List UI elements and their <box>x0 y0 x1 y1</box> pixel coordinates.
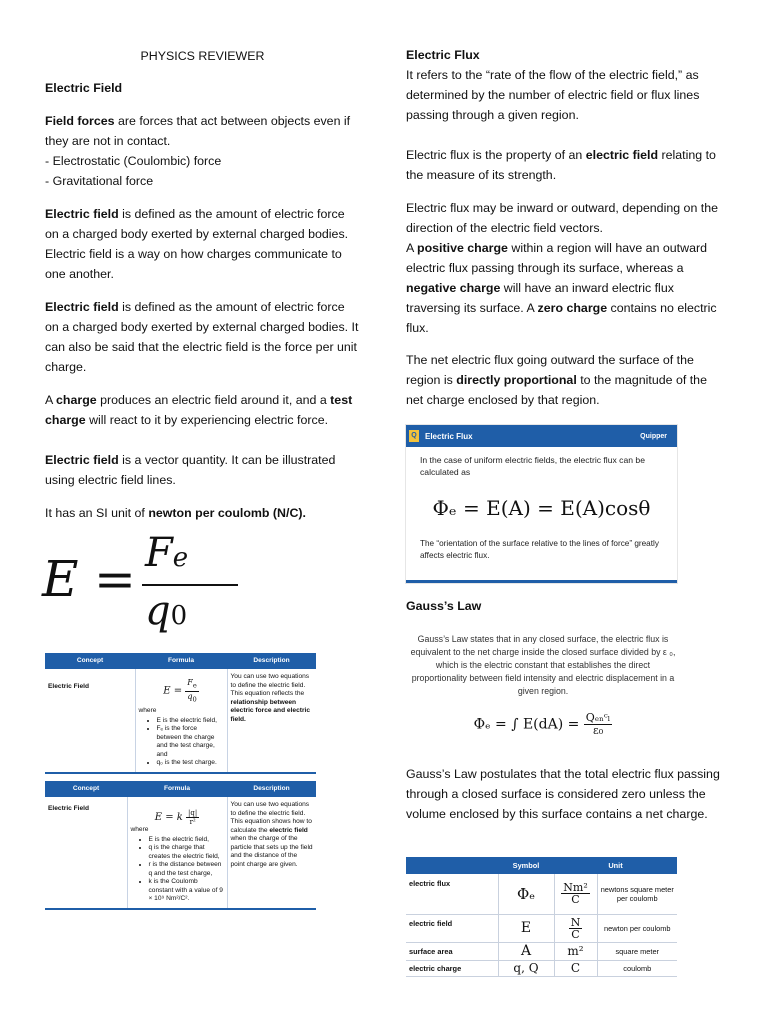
table-row <box>406 874 677 914</box>
denominator-symbol: q <box>187 691 193 701</box>
symbol-cell: q, Q <box>498 960 554 976</box>
text: Electric flux is the property of an <box>406 148 586 162</box>
field-forces-paragraph <box>45 111 360 151</box>
unit-cell <box>554 914 597 942</box>
term: charge <box>56 393 97 407</box>
formula-denominator <box>145 588 187 634</box>
definition-paragraph-1 <box>45 204 360 284</box>
table-row <box>406 960 677 976</box>
formula-fraction <box>186 809 199 826</box>
term: negative charge <box>406 281 501 295</box>
gauss-law-heading: Gauss’s Law <box>406 599 482 613</box>
page-title: PHYSICS REVIEWER <box>140 49 265 63</box>
fraction-numerator: Qₑₙᶜₗ <box>585 711 611 724</box>
text: is defined as the amount of electric force on a charged body exerted by external charged bodies. Electric field is a way on how charges communicate to one another. <box>45 207 349 281</box>
formula-lhs: E = <box>163 685 183 697</box>
gauss-law-card <box>406 628 680 754</box>
term: zero charge <box>537 301 608 315</box>
symbol-cell: Φₑ <box>498 874 554 914</box>
card-note: The “orientation of the surface relative to the lines of force” greatly affects electric flux. <box>420 539 659 560</box>
concept-table-2 <box>45 781 316 910</box>
text: You can use two equations to define the electric field. This equation shows how to calculate the <box>230 801 312 834</box>
fraction-numerator <box>185 678 199 692</box>
formula-lhs: E = k <box>154 812 183 823</box>
unit-numerator: Nm² <box>563 881 588 895</box>
numerator-symbol: F <box>187 678 193 687</box>
unit-text: newtons square meter per coulomb <box>597 874 677 914</box>
list-item: • E is the electric field, <box>157 717 224 726</box>
term: Field forces <box>45 114 115 128</box>
fraction-denominator <box>187 692 196 705</box>
fraction-numerator: |q| <box>188 809 198 817</box>
unit-denominator: C <box>571 927 580 941</box>
symbol-cell: E <box>498 914 554 942</box>
formula-cell <box>127 797 227 908</box>
formula-cell <box>135 669 227 772</box>
unit-cell: C <box>554 960 597 976</box>
unit-numerator: N <box>570 915 581 929</box>
where-label: where <box>138 707 157 715</box>
col-header: Formula <box>135 653 227 669</box>
list-item: • q₀ is the test charge. <box>157 759 224 768</box>
formula-lhs: Φₑ = ∫ E(dA) = <box>473 716 580 733</box>
brand-label: Quipper <box>640 432 667 440</box>
flux-definition: It refers to the “rate of the flow of the electric field,” as determined by the number of electric field or flux lines passing through a given region. <box>406 68 700 122</box>
electric-flux-heading: Electric Flux <box>406 48 480 62</box>
col-header: Formula <box>127 781 227 797</box>
card-header <box>406 425 677 447</box>
flux-formula: Φₑ = E(A) = E(A)cosθ <box>432 496 651 520</box>
variable-list <box>139 717 224 768</box>
unit-cell <box>554 874 597 914</box>
gauss-formula <box>406 712 680 737</box>
text: A <box>406 241 418 255</box>
cell-formula <box>139 678 224 704</box>
col-header: Concept <box>45 653 135 669</box>
unit-denominator: C <box>571 893 580 907</box>
term: Electric field <box>45 300 119 314</box>
gauss-text: Gauss’s Law states that in any closed surface, the electric flux is equivalent to the net charge inside the closed surface divided by ε ₀, which is the electric constant that establishes the direct proportionality between field intensity and electric displacement in a given region. <box>410 634 676 696</box>
cell-formula <box>131 809 224 826</box>
term: relationship between electric force and electric field. <box>230 698 311 723</box>
fraction-denominator: r² <box>189 818 196 826</box>
unit-text: coulomb <box>597 960 677 976</box>
denominator-symbol: q <box>145 588 171 634</box>
card-text: In the case of uniform electric fields, the electric flux can be calculated as <box>420 455 645 477</box>
description-cell <box>227 797 316 908</box>
where-label: where <box>130 826 149 833</box>
table-row <box>406 914 677 942</box>
text: will react to it by experiencing electric force. <box>85 413 329 427</box>
text: when the charge of the particle that sets up the field and the distance of the point charge are given. <box>230 835 313 868</box>
text: A <box>45 393 57 407</box>
force-list-item: - Electrostatic (Coulombic) force <box>45 154 222 168</box>
formula-numerator <box>145 530 188 576</box>
text: within a region will have an outward electric flux passing through its surface, whereas a <box>406 241 707 275</box>
concept-cell: Electric Field <box>48 683 90 690</box>
quantity-name: electric flux <box>406 874 498 914</box>
fraction-denominator: ε₀ <box>593 724 604 737</box>
formula-lhs: E <box>42 550 79 608</box>
col-header: Unit <box>554 857 677 874</box>
charge-paragraph <box>45 390 360 430</box>
concept-table-1 <box>45 653 316 774</box>
unit-text: square meter <box>597 942 677 960</box>
symbol-cell: A <box>498 942 554 960</box>
gauss-postulate-paragraph: Gauss’s Law postulates that the total electric flux passing through a closed surface is considered zero unless the volume enclosed by this surface contains a net charge. <box>406 767 720 821</box>
fraction-bar <box>142 584 238 586</box>
numerator-symbol: F <box>145 530 173 576</box>
term: test charge <box>45 393 353 427</box>
text: will have an inward electric flux traversing its surface. A <box>406 281 674 315</box>
term: positive charge <box>417 241 508 255</box>
description-cell <box>227 669 316 772</box>
text: is defined as the amount of electric force on a charged body exerted by external charged bodies. It can also be said that the electric field is the force per unit charge. <box>45 300 359 374</box>
text: Electric flux may be inward or outward, depending on the direction of the electric field vectors. <box>406 201 719 235</box>
unit-cell: m² <box>554 942 597 960</box>
list-item: • k is the Coulomb constant with a value of 9 × 10⁹ Nm²/C². <box>149 878 224 904</box>
formula-fraction <box>185 678 199 704</box>
list-item: • r is the distance between q and the test charge, <box>149 861 224 878</box>
numerator-subscript: e <box>172 543 189 573</box>
text: to the magnitude of the net charge enclosed by that region. <box>406 373 707 407</box>
concept-cell: Electric Field <box>48 805 90 812</box>
text: You can use two equations to define the electric field. This equation reflects the <box>230 673 310 697</box>
flux-property-paragraph <box>406 145 720 185</box>
force-list-item: - Gravitational force <box>45 174 154 188</box>
quipper-logo-icon: Q <box>409 430 419 442</box>
card-title: Electric Flux <box>425 431 473 441</box>
term: newton per coulomb (N/C). <box>148 506 306 520</box>
unit-fraction <box>561 882 589 905</box>
text: contains no electric flux. <box>406 301 717 335</box>
text: are forces that act between objects even if they are not in contact. <box>45 114 351 148</box>
denominator-subscript: 0 <box>192 695 197 704</box>
flux-direction-paragraph <box>406 198 720 338</box>
list-item: • q is the charge that creates the electric field, <box>149 844 224 861</box>
text: The net electric flux going outward the surface of the region is <box>406 353 694 387</box>
term: Electric field <box>45 453 119 467</box>
variable-list <box>131 836 224 904</box>
text: relating to the measure of its strength. <box>406 148 716 182</box>
formula-fraction <box>584 712 613 737</box>
electric-flux-card <box>406 425 677 583</box>
text: It has an SI unit of <box>45 506 149 520</box>
quantity-name: electric field <box>406 914 498 942</box>
vector-paragraph <box>45 450 360 490</box>
term: electric field <box>585 148 659 162</box>
text: produces an electric field around it, and a <box>96 393 331 407</box>
unit-text: newton per coulomb <box>597 914 677 942</box>
units-table <box>406 857 677 977</box>
quantity-name: surface area <box>406 942 498 960</box>
col-header: Description <box>227 781 316 797</box>
list-item: • E is the electric field, <box>149 836 224 845</box>
text: is a vector quantity. It can be illustrated using electric field lines. <box>45 453 336 487</box>
denominator-subscript: 0 <box>170 601 188 631</box>
col-header: Description <box>227 653 316 669</box>
table-row <box>406 942 677 960</box>
charge-sentence <box>406 238 720 338</box>
term: electric field <box>269 826 308 834</box>
col-header: Concept <box>45 781 127 797</box>
si-unit-paragraph <box>45 503 360 523</box>
list-item: • Fₑ is the force between the charge and the test charge, and <box>157 725 224 759</box>
definition-paragraph-2 <box>45 297 360 377</box>
col-header <box>406 857 498 874</box>
unit-fraction <box>569 917 583 940</box>
electric-field-heading: Electric Field <box>45 81 123 95</box>
quantity-name: electric charge <box>406 960 498 976</box>
term: directly proportional <box>456 373 577 387</box>
net-flux-paragraph <box>406 350 720 410</box>
term: Electric field <box>45 207 119 221</box>
electric-field-formula <box>42 532 242 640</box>
numerator-subscript: e <box>192 681 197 690</box>
col-header: Symbol <box>498 857 554 874</box>
formula-equals: = <box>94 550 136 608</box>
